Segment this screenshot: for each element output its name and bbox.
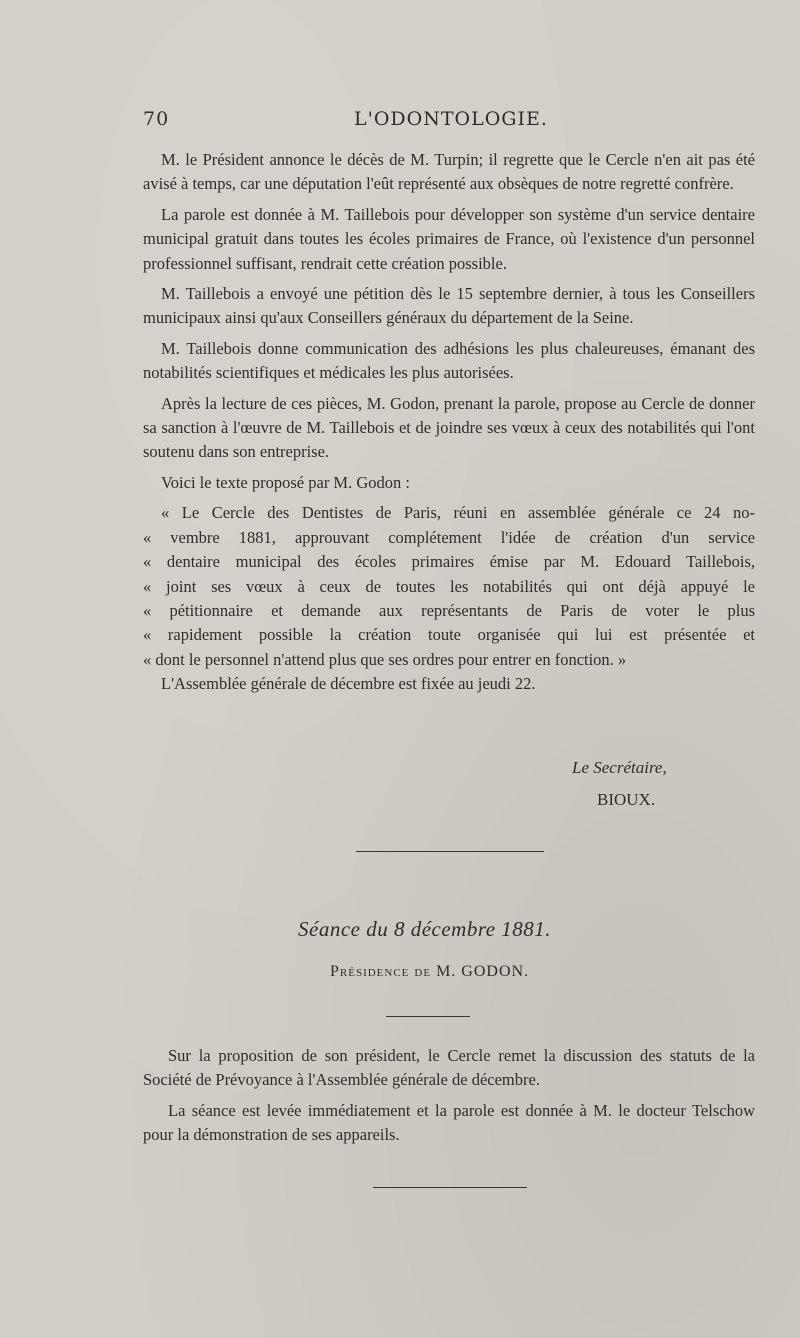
paragraph: La séance est levée immédiatement et la parole est donnée à M. le docteur Telschow pour la démonstration de ses appareils.: [143, 1100, 755, 1145]
quote-line: « joint ses vœux à ceux de toutes les notabilités qui ont déjà appuyé le: [143, 576, 755, 596]
paragraph: M. Taillebois a envoyé une pétition dès le 15 septembre dernier, à tous les Conseillers municipaux ainsi qu'aux Conseillers généraux du département de la Seine.: [143, 284, 755, 328]
quote-line: « dentaire municipal des écoles primaires émise par M. Edouard Taillebois,: [143, 552, 755, 572]
quote-line: « vembre 1881, approuvant complétement l'idée de création d'un service: [143, 527, 755, 547]
presidence-line: [330, 963, 529, 981]
signature-name: BIOUX.: [597, 790, 656, 809]
page-number: 70: [143, 108, 170, 130]
presidence-name: M. GODON.: [436, 963, 530, 980]
quote-line: « pétitionnaire et demande aux représentants de Paris de voter le plus: [143, 600, 755, 620]
paragraph: Après la lecture de ces pièces, M. Godon, prenant la parole, propose au Cercle de donner sa sanction à l'œuvre de M. Taillebois et de joindre ses vœux à ceux des notabilités qui l'ont soutenu dans son entreprise.: [143, 393, 755, 462]
running-title: L'ODONTOLOGIE.: [354, 108, 548, 130]
section-text: [143, 1044, 755, 1148]
quote-line: « rapidement possible la création toute organisée qui lui est présentée et: [143, 625, 755, 645]
closing-paragraph: L'Assemblée générale de décembre est fixée au jeudi 22.: [161, 674, 536, 694]
section-title: Séance du 8 décembre 1881.: [298, 917, 552, 941]
quote-line: « dont le personnel n'attend plus que ses ordres pour entrer en fonction. »: [143, 649, 627, 669]
short-divider: [386, 1016, 470, 1017]
paragraph: M. Taillebois donne communication des adhésions les plus chaleureuses, émanant des notabilités scientifiques et médicales les plus autorisées.: [143, 338, 755, 383]
quote-line: « Le Cercle des Dentistes de Paris, réuni en assemblée générale ce 24 no-: [161, 503, 755, 523]
main-text: [143, 148, 755, 697]
signature-role: Le Secrétaire,: [572, 758, 667, 777]
presidence-label: Présidence de: [330, 963, 432, 980]
running-head: [143, 108, 548, 136]
section-divider: [356, 851, 544, 852]
end-divider: [373, 1187, 527, 1188]
paragraph: Voici le texte proposé par M. Godon :: [161, 472, 410, 492]
paragraph: La parole est donnée à M. Taillebois pour développer son système d'un service dentaire municipal gratuit dans toutes les écoles primaires de France, où l'existence d'un personnel professionnel suffisant, rendrait cette création possible.: [143, 204, 755, 273]
paragraph: Sur la proposition de son président, le Cercle remet la discussion des statuts de la Société de Prévoyance à l'Assemblée générale de décembre.: [143, 1046, 755, 1090]
paragraph: M. le Président annonce le décès de M. Turpin; il regrette que le Cercle n'en ait pas été avisé à temps, car une députation l'eût représenté aux obsèques de notre regretté confrère.: [143, 150, 755, 194]
